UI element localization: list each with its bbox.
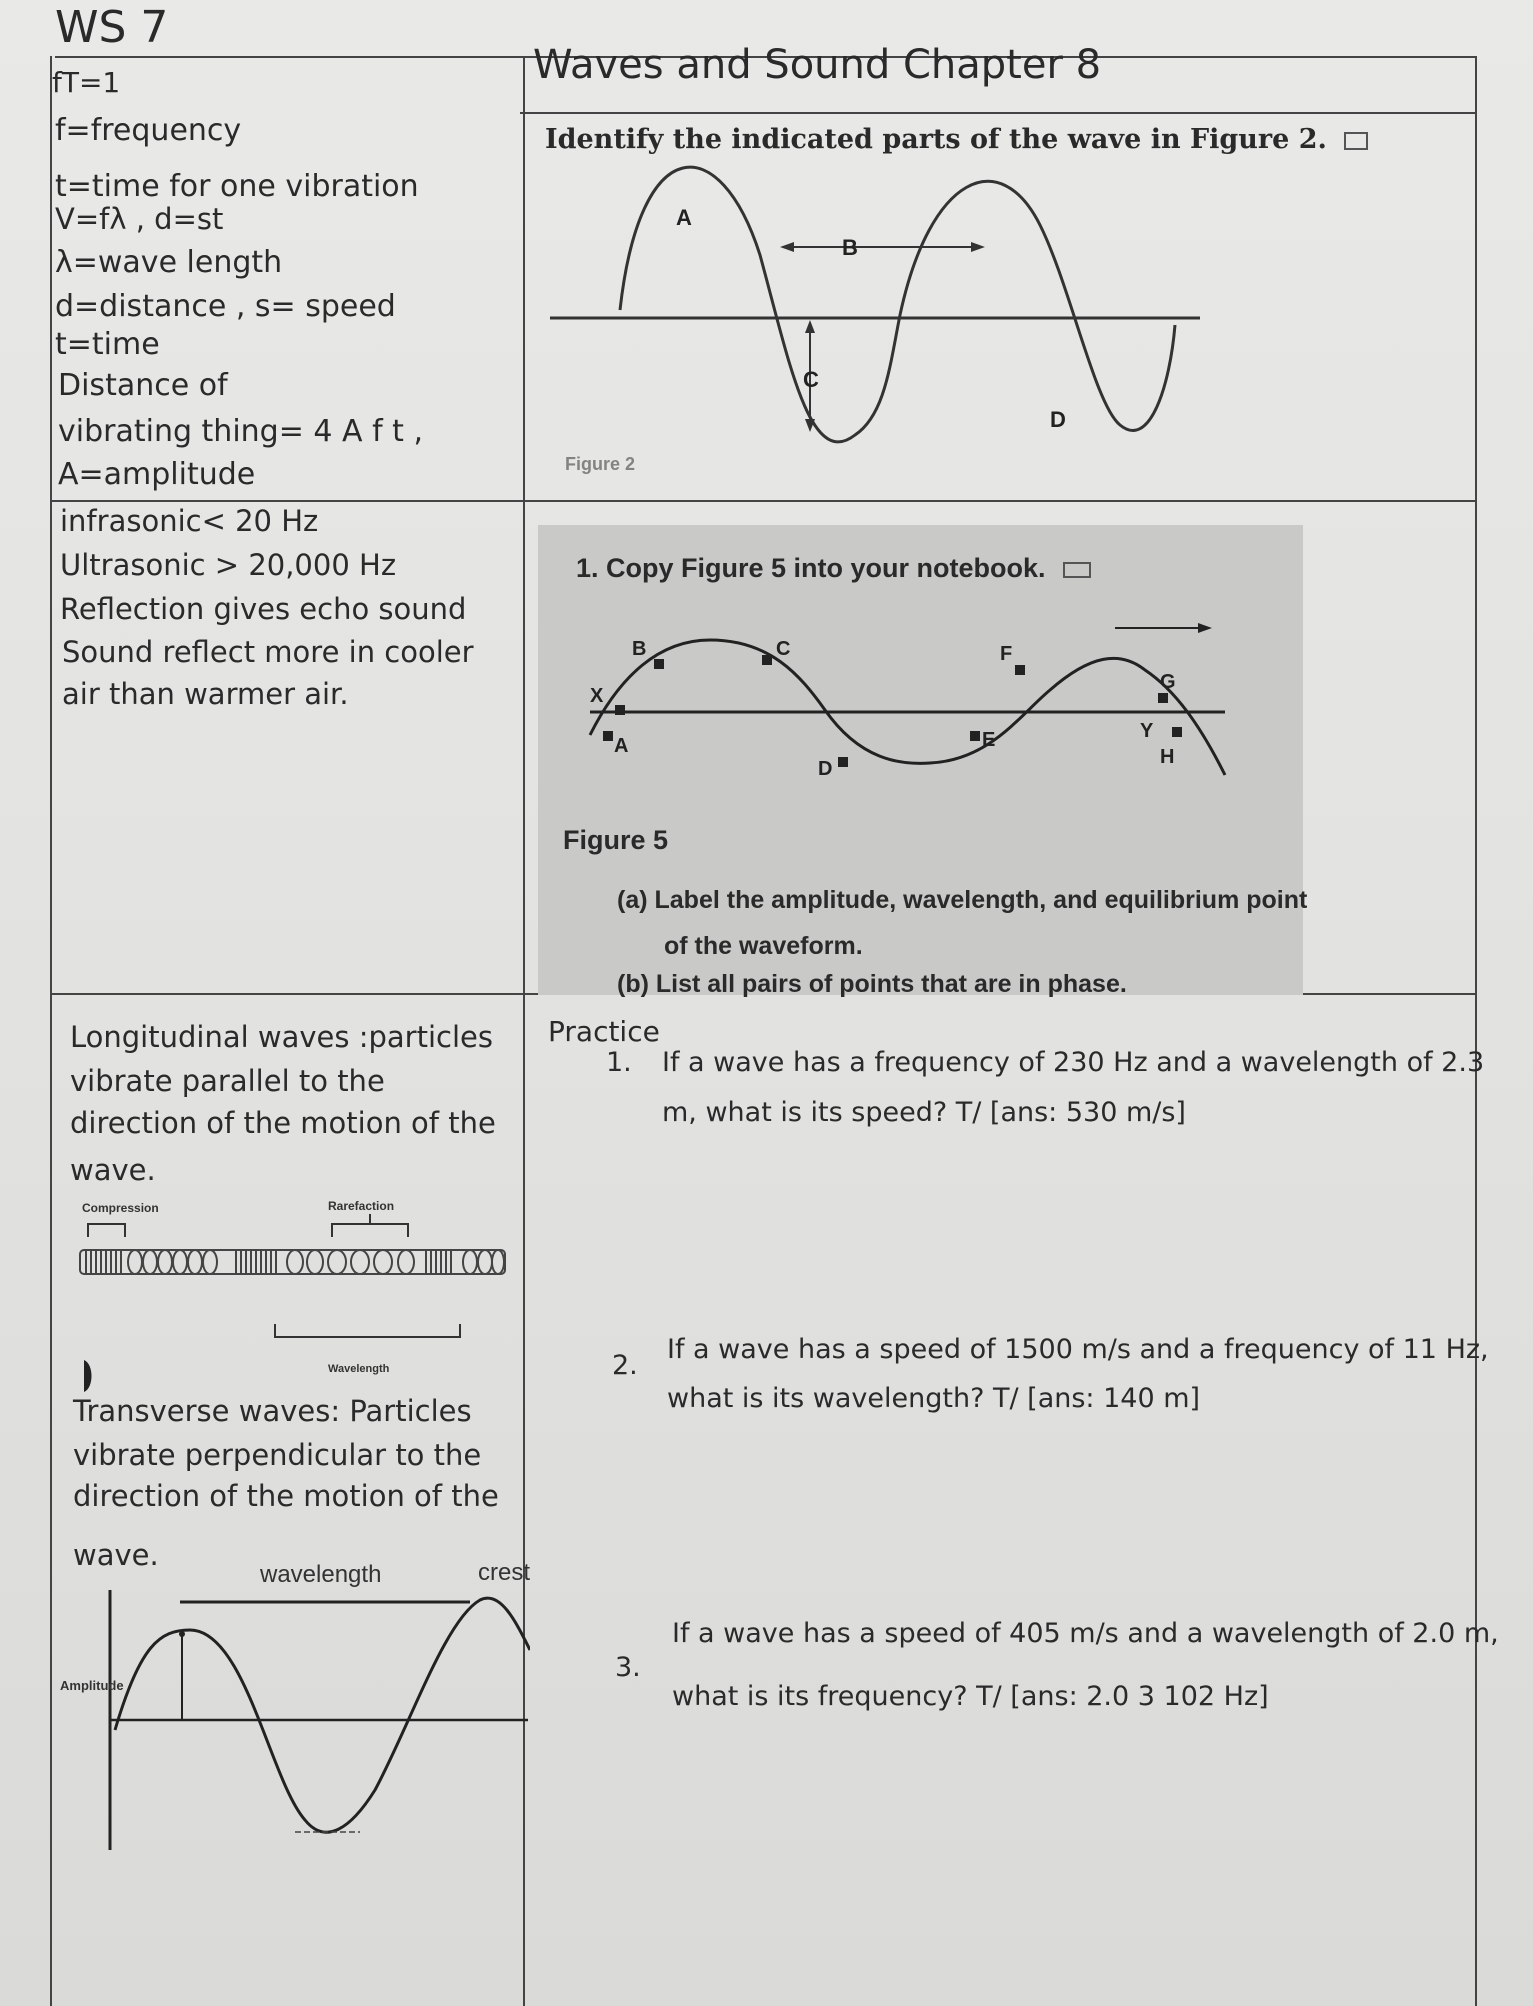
q1-number: 1. bbox=[606, 1047, 632, 1078]
figure5-question bbox=[576, 553, 1091, 584]
longitudinal-line: Longitudinal waves :particles bbox=[70, 1020, 493, 1054]
transverse-line: direction of the motion of the bbox=[73, 1479, 499, 1513]
q1-line2: m, what is its speed? T/ [ans: 530 m/s] bbox=[662, 1097, 1186, 1128]
figure5-point-label: B bbox=[632, 638, 647, 660]
figure5-point-marker bbox=[838, 757, 848, 767]
arrow-right-icon bbox=[971, 242, 985, 252]
figure5-point-marker bbox=[762, 655, 772, 665]
transverse-wave-curve bbox=[115, 1598, 530, 1832]
fact-line: Ultrasonic > 20,000 Hz bbox=[60, 548, 397, 582]
table-border-right bbox=[1475, 56, 1477, 2006]
page-title: Waves and Sound Chapter 8 bbox=[533, 42, 1102, 88]
arrow-right-icon bbox=[1198, 623, 1212, 633]
fact-line: Sound reflect more in cooler bbox=[62, 635, 474, 669]
figure5-point-label: Y bbox=[1140, 720, 1154, 742]
figure2-wave-diagram bbox=[550, 165, 1210, 485]
figure2-instruction-text: Identify the indicated parts of the wave in Figure 2. bbox=[545, 124, 1327, 155]
figure5-question-text: 1. Copy Figure 5 into your notebook. bbox=[576, 553, 1046, 583]
compression-bracket bbox=[88, 1224, 125, 1237]
figure5-point-label: G bbox=[1160, 671, 1176, 693]
longitudinal-line: wave. bbox=[70, 1153, 156, 1187]
arrow-up-icon bbox=[805, 320, 815, 333]
wavelength-label: wavelength bbox=[260, 1561, 382, 1588]
figure5-point-label: X bbox=[590, 685, 604, 707]
fact-line: Reflection gives echo sound bbox=[60, 592, 467, 626]
figure2-label: C bbox=[803, 367, 819, 392]
crest-label: crest bbox=[478, 1560, 530, 1586]
figure5-point-label: D bbox=[818, 758, 833, 780]
figure5-point-marker bbox=[1172, 727, 1182, 737]
figure5-point-marker bbox=[603, 731, 613, 741]
figure5-part-a-line1: (a) Label the amplitude, wavelength, and equilibrium point bbox=[617, 886, 1308, 914]
figure5-point-marker bbox=[654, 659, 664, 669]
fact-line: infrasonic< 20 Hz bbox=[60, 504, 319, 538]
figure5-wave-diagram bbox=[560, 615, 1250, 785]
figure5-point-label: A bbox=[614, 735, 629, 757]
fact-line: air than warmer air. bbox=[62, 677, 349, 711]
amplitude-label: Amplitude bbox=[60, 1678, 124, 1693]
arrow-left-icon bbox=[780, 242, 794, 252]
figure2-label: B bbox=[842, 235, 858, 260]
figure5-point-marker bbox=[970, 731, 980, 741]
transverse-line: wave. bbox=[73, 1538, 159, 1572]
rarefaction-bracket bbox=[332, 1224, 408, 1237]
figure-icon bbox=[1063, 562, 1091, 578]
figure5-point-marker bbox=[615, 705, 625, 715]
figure5-point-label: C bbox=[776, 638, 791, 660]
figure2-instruction bbox=[545, 124, 1368, 155]
longitudinal-line: direction of the motion of the bbox=[70, 1106, 496, 1140]
formula-line: f=frequency bbox=[55, 113, 242, 148]
figure-icon bbox=[1344, 132, 1368, 150]
formula-line: A=amplitude bbox=[58, 457, 256, 492]
ws-label: WS 7 bbox=[55, 2, 169, 53]
formula-line: t=time bbox=[55, 327, 160, 362]
q2-line2: what is its wavelength? T/ [ans: 140 m] bbox=[667, 1383, 1201, 1414]
formula-line: λ=wave length bbox=[55, 245, 283, 280]
formula-line: Distance of bbox=[58, 368, 228, 403]
q3-number: 3. bbox=[615, 1652, 641, 1683]
q2-number: 2. bbox=[612, 1350, 638, 1381]
formula-line: d=distance , s= speed bbox=[55, 289, 396, 324]
compression-label: Compression bbox=[82, 1201, 159, 1215]
q3-line2: what is its frequency? T/ [ans: 2.0 3 102 Hz] bbox=[672, 1681, 1269, 1712]
q1-line1: If a wave has a frequency of 230 Hz and a wavelength of 2.3 bbox=[662, 1047, 1485, 1078]
transverse-line: vibrate perpendicular to the bbox=[73, 1438, 482, 1472]
transverse-wave-diagram bbox=[60, 1560, 530, 1860]
longitudinal-spring-diagram bbox=[70, 1192, 530, 1392]
decorative-mark bbox=[84, 1360, 92, 1392]
figure2-label: D bbox=[1050, 407, 1066, 432]
formula-line: vibrating thing= 4 A f t , bbox=[58, 414, 423, 449]
figure5-point-label: F bbox=[1000, 643, 1013, 665]
q2-line1: If a wave has a speed of 1500 m/s and a frequency of 11 Hz, bbox=[667, 1334, 1489, 1365]
table-border-left bbox=[50, 56, 52, 2006]
wavelength-label: Wavelength bbox=[328, 1363, 390, 1375]
practice-heading: Practice bbox=[548, 1015, 660, 1048]
crest-dot bbox=[179, 1631, 185, 1637]
table-border-row2 bbox=[50, 500, 1475, 502]
formula-line: fT=1 bbox=[52, 66, 121, 99]
q3-line1: If a wave has a speed of 405 m/s and a wavelength of 2.0 m, bbox=[672, 1618, 1499, 1649]
longitudinal-line: vibrate parallel to the bbox=[70, 1064, 385, 1098]
formula-line: t=time for one vibration bbox=[55, 169, 419, 204]
figure5-part-a-line2: of the waveform. bbox=[664, 932, 863, 960]
figure5-point-label: E bbox=[982, 729, 996, 751]
figure5-wave-curve bbox=[590, 640, 1225, 775]
figure2-label: A bbox=[676, 205, 692, 230]
figure2-caption: Figure 2 bbox=[565, 454, 636, 474]
figure5-point-marker bbox=[1158, 693, 1168, 703]
rarefaction-label: Rarefaction bbox=[328, 1199, 395, 1213]
formula-line: V=fλ , d=st bbox=[55, 202, 224, 236]
figure2-wave-curve bbox=[620, 167, 1175, 442]
figure5-caption: Figure 5 bbox=[563, 825, 669, 855]
transverse-line: Transverse waves: Particles bbox=[73, 1394, 472, 1428]
wavelength-bracket bbox=[275, 1324, 460, 1337]
figure5-part-b: (b) List all pairs of points that are in phase. bbox=[617, 970, 1127, 998]
spring-rarefied-section bbox=[128, 1250, 504, 1274]
figure5-point-marker bbox=[1015, 665, 1025, 675]
figure5-point-label: H bbox=[1160, 746, 1175, 768]
table-border-row1 bbox=[520, 112, 1475, 114]
